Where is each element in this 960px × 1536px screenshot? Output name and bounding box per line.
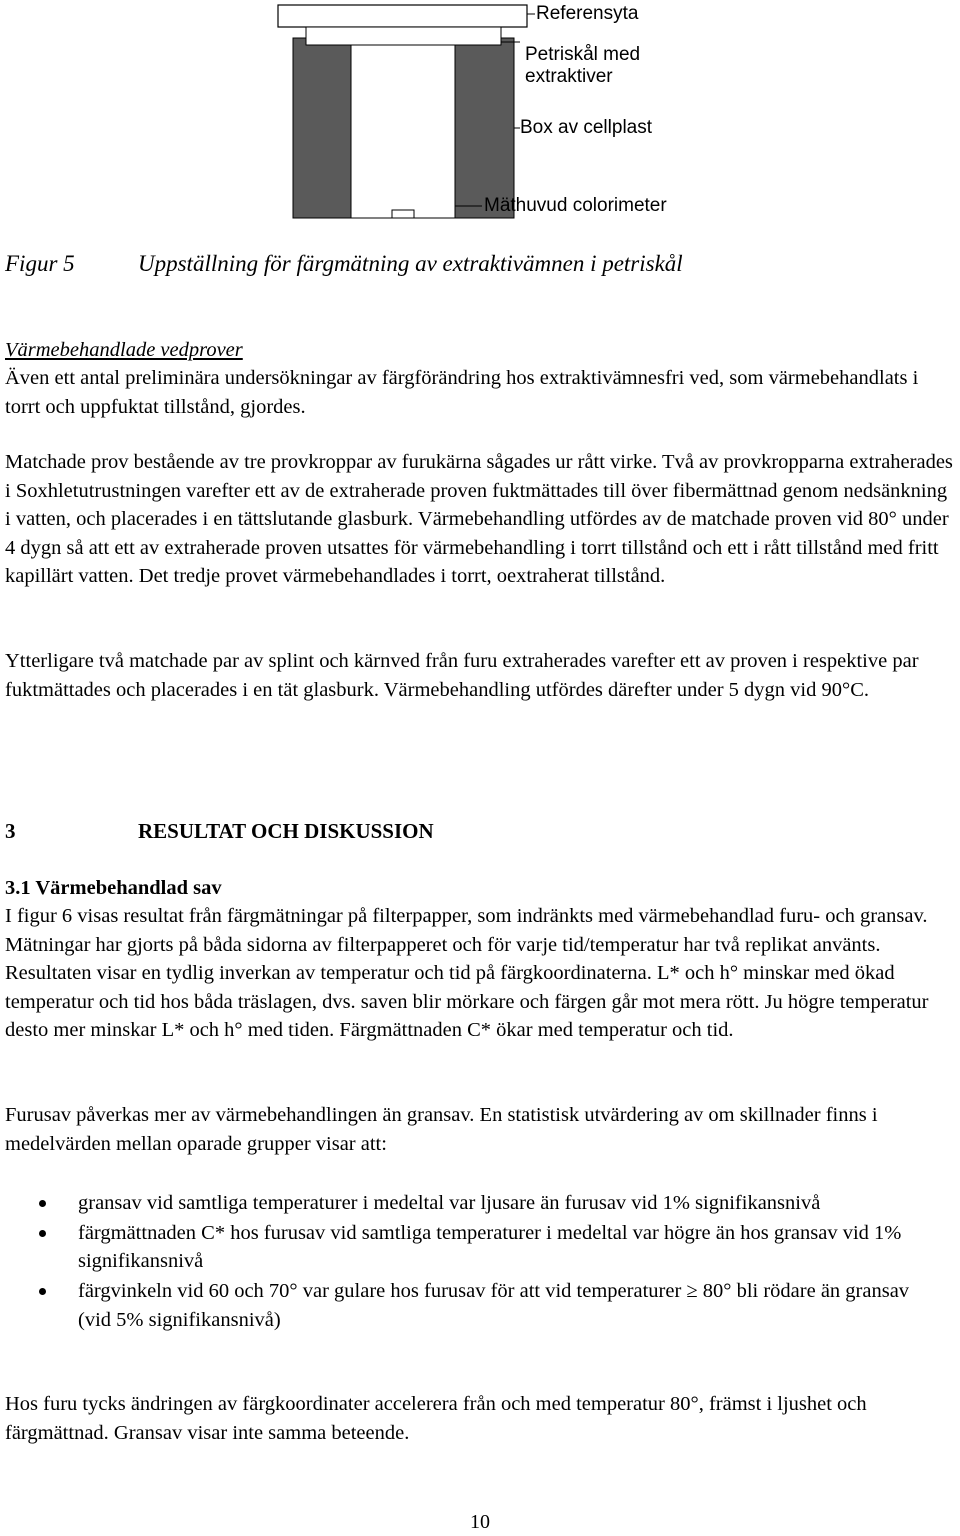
foam-box-left-wall: [293, 38, 351, 218]
paragraph-figur6: I figur 6 visas resultat från färgmätningar på filterpapper, som indränkts med värmebehandlad furu- och gransav. Mätningar har gjorts på båda sidorna av filterpapperet och för varje tid/temperatur har två replikat använts. Resultaten visar en tydlig inverkan av temperatur och tid på färgkoordinaterna. L* och h° minskar med ökad temperatur och tid hos båda träslagen, dvs. saven blir mörkare och färgen går mot mera rött. Ju högre temperatur desto mer minskar L* och h° med tiden. Färgmättnaden C* ökar med temperatur och tid.: [5, 905, 929, 1042]
bullet-icon: [39, 1230, 46, 1237]
list-item: [0, 1219, 928, 1276]
paragraph-preliminara: Även ett antal preliminära undersökningar av färgförändring hos extraktivämnesfri ved, som värmebehandlats i torrt och uppfuktat tillstånd, gjordes.: [5, 367, 919, 418]
petri-dish: [306, 27, 501, 45]
foam-box-right-wall: [455, 38, 514, 218]
label-mathuvud: Mäthuvud colorimeter: [484, 195, 667, 216]
measurement-setup-drawing: [270, 0, 710, 225]
figure-5-diagram: [270, 0, 710, 225]
list-item-text: färgmättnaden C* hos furusav vid samtliga temperaturer i medeltal var högre än hos gransav vid 1% signifikansnivå: [78, 1221, 902, 1273]
paragraph-furusav: Furusav påverkas mer av värmebehandlingen än gransav. En statistisk utvärdering av om skillnader finns i medelvärden mellan oparade grupper visar att:: [5, 1104, 878, 1155]
list-item-text: färgvinkeln vid 60 och 70° var gulare hos furusav för att vid temperaturer ≥ 80° bli rödare än gransav (vid 5% signifikansnivå): [78, 1280, 910, 1331]
label-box: Box av cellplast: [520, 117, 653, 138]
page-number: 10: [470, 1511, 490, 1533]
list-item: [0, 1277, 928, 1334]
list-item: [0, 1189, 928, 1218]
section-title: RESULTAT OCH DISKUSSION: [138, 819, 434, 843]
bullet-icon: [39, 1288, 46, 1295]
paragraph-hos-furu: Hos furu tycks ändringen av färgkoordinater accelerera från och med temperatur 80°, främst i ljushet och färgmättnad. Gransav visar inte samma beteende.: [5, 1393, 867, 1444]
inner-cavity: [351, 45, 455, 218]
subsection-heading: 3.1 Värmebehandlad sav: [5, 877, 222, 899]
list-item-text: gransav vid samtliga temperaturer i medeltal var ljusare än furusav vid 1% signifikansnivå: [78, 1192, 821, 1214]
label-petriskal-line1: Petriskål med: [525, 44, 641, 65]
subheading-varmebehandlade-vedprover: Värmebehandlade vedprover: [5, 339, 243, 361]
paragraph-matchade-prov: Matchade prov bestående av tre provkroppar av furukärna sågades ur rått virke. Två av provkropparna extraherades i Soxhletutrustningen varefter ett av de extraherade proven fuktmättades till över fibermättnad genom nedsänkning i vatten, och placerades i en tättslutande glasburk. Värmebehandling utfördes av de matchade proven vid 80° under 4 dygn så att ett av extraherade proven utsattes för värmebehandling i torrt tillstånd och ett i rått tillstånd med fritt kapillärt vatten. Det tredje provet värmebehandlades i torrt, oextraherat tillstånd.: [5, 451, 953, 588]
paragraph-ytterligare: Ytterligare två matchade par av splint och kärnved från furu extraherades varefter ett av proven i respektive par fuktmättades och placerades i en tät glasburk. Värmebehandling utfördes därefter under 5 dygn vid 90°C.: [5, 650, 919, 701]
section-number: 3: [5, 819, 16, 843]
figure-caption-number: Figur 5: [5, 251, 75, 276]
bullet-icon: [39, 1200, 46, 1207]
reference-surface: [278, 5, 527, 27]
findings-list: [0, 1189, 960, 1336]
figure-caption-text: Uppställning för färgmätning av extraktivämnen i petriskål: [138, 251, 683, 276]
measuring-head: [392, 210, 414, 218]
label-petriskal-line2: extraktiver: [525, 66, 613, 87]
label-referensyta: Referensyta: [536, 3, 639, 24]
